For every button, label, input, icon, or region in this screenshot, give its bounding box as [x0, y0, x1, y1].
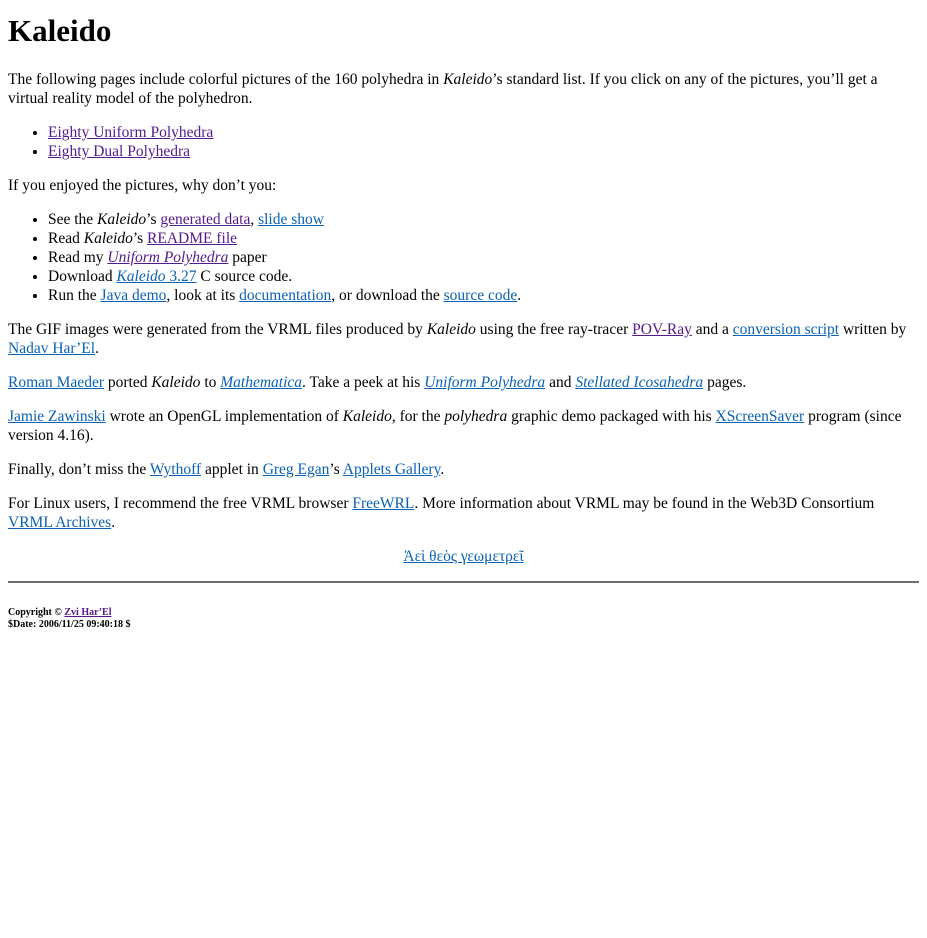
linux-paragraph — [8, 494, 919, 532]
item-text: , or download the — [331, 287, 444, 304]
para-text: . — [440, 461, 445, 478]
para-text: written by — [839, 321, 907, 338]
item-text: Read my — [48, 249, 108, 266]
vrml-archives-link[interactable]: VRML Archives — [8, 514, 112, 531]
item-text: , — [250, 211, 259, 228]
item-text: Read — [48, 230, 84, 247]
intro-paragraph — [8, 70, 919, 108]
dual-polyhedra-link[interactable]: Eighty Dual Polyhedra — [48, 143, 191, 160]
conversion-script-link[interactable]: conversion script — [732, 321, 840, 338]
kaleido-name: Kaleido — [342, 408, 392, 425]
para-text: For Linux users, I recommend the free VRML browser — [8, 495, 353, 512]
list-item — [48, 210, 919, 229]
date-line: $Date: 2006/11/25 09:40:18 $ — [8, 619, 131, 630]
intro-text: The following pages include colorful pictures of the 160 polyhedra in — [8, 71, 444, 88]
para-text: pages. — [703, 374, 747, 391]
nadav-harel-link[interactable]: Nadav Har’El — [8, 340, 96, 357]
para-text: Finally, don’t miss the — [8, 461, 150, 478]
java-demo-link[interactable]: Java demo — [100, 287, 167, 304]
para-text: . — [111, 514, 116, 531]
para-text: . Take a peek at his — [302, 374, 425, 391]
para-text: . More information about VRML may be found in the Web3D Consortium — [414, 495, 875, 512]
list-item — [48, 248, 919, 267]
para-text: to — [200, 374, 221, 391]
mathematica-link[interactable] — [220, 374, 302, 391]
uniform-polyhedra-link[interactable]: Eighty Uniform Polyhedra — [48, 124, 214, 141]
stellated-icosahedra-link[interactable] — [575, 374, 703, 391]
kaleido-name: Kaleido — [97, 211, 147, 228]
item-text: . — [517, 287, 522, 304]
link-text: Mathematica — [220, 374, 303, 391]
item-text: ’s — [146, 211, 161, 228]
wythoff-link[interactable]: Wythoff — [149, 461, 202, 478]
readme-link[interactable]: README file — [147, 230, 238, 247]
item-text: , look at its — [166, 287, 240, 304]
roman-maeder-link[interactable]: Roman Maeder — [8, 374, 104, 391]
para-text: and — [545, 374, 576, 391]
para-text: The GIF images were generated from the VRML files produced by — [8, 321, 427, 338]
list-item — [48, 286, 919, 305]
link-text: Uniform Polyhedra — [424, 374, 546, 391]
list-item — [48, 229, 919, 248]
jamie-zawinski-link[interactable]: Jamie Zawinski — [8, 408, 106, 425]
author-link[interactable]: Zvi Har’El — [64, 607, 112, 618]
item-text: Download — [48, 268, 117, 285]
item-text: Run the — [48, 287, 101, 304]
list-item — [48, 123, 919, 142]
copyright-text: Copyright © — [8, 607, 65, 618]
link-text: Uniform Polyhedra — [107, 249, 229, 266]
intro-text: ’s standard list. If you click on any of the pictures, you’ll get a virtual reality model of the polyhedron. — [8, 71, 878, 107]
xscreensaver-link[interactable]: XScreenSaver — [715, 408, 805, 425]
para-text: and a — [691, 321, 733, 338]
uniform-polyhedra-paper-link[interactable] — [107, 249, 228, 266]
item-text: ’s — [132, 230, 148, 247]
kaleido-name: Kaleido — [151, 374, 201, 391]
link-text: 3.27 — [165, 268, 197, 285]
generated-data-link[interactable]: generated data — [160, 211, 251, 228]
item-text: paper — [228, 249, 267, 266]
maeder-uniform-polyhedra-link[interactable] — [424, 374, 545, 391]
zawinski-paragraph — [8, 407, 919, 445]
polyhedra-term: polyhedra — [444, 408, 508, 425]
list-item — [48, 142, 919, 161]
divider — [8, 581, 919, 583]
maeder-paragraph — [8, 373, 919, 392]
slide-show-link[interactable]: slide show — [258, 211, 324, 228]
para-text: applet in — [201, 461, 263, 478]
copyright-line — [8, 607, 919, 619]
povray-link[interactable]: POV-Ray — [632, 321, 692, 338]
link-text: Stellated Icosahedra — [575, 374, 704, 391]
page-title: Kaleido — [8, 13, 112, 48]
freewrl-link[interactable]: FreeWRL — [352, 495, 415, 512]
para-text: program (since version 4.16). — [8, 408, 902, 444]
actions-list — [8, 210, 919, 305]
para-text: graphic demo packaged with his — [507, 408, 716, 425]
kaleido-name: Kaleido — [443, 71, 493, 88]
applets-gallery-link[interactable]: Applets Gallery — [342, 461, 441, 478]
kaleido-name: Kaleido — [83, 230, 133, 247]
para-text: using the free ray-tracer — [475, 321, 633, 338]
para-text: . — [95, 340, 99, 357]
pages-list — [8, 123, 919, 161]
source-code-link[interactable]: source code — [443, 287, 518, 304]
para-text: ported — [103, 374, 152, 391]
link-text: Kaleido — [116, 268, 166, 285]
gif-paragraph — [8, 320, 919, 358]
item-text: C source code. — [196, 268, 293, 285]
para-text: , for the — [391, 408, 445, 425]
enjoy-text: If you enjoyed the pictures, why don’t you: — [8, 177, 277, 194]
motto-link[interactable]: Ἀεὶ θεὸς γεωμετρεῖ — [403, 548, 524, 565]
greg-egan-link[interactable]: Greg Egan — [262, 461, 330, 478]
footer — [8, 607, 919, 631]
kaleido-download-link[interactable] — [116, 268, 196, 285]
kaleido-name: Kaleido — [426, 321, 476, 338]
para-text: wrote an OpenGL implementation of — [105, 408, 343, 425]
finally-paragraph — [8, 460, 919, 479]
para-text: ’s — [329, 461, 343, 478]
motto-line — [8, 547, 919, 566]
item-text: See the — [48, 211, 98, 228]
documentation-link[interactable]: documentation — [239, 287, 332, 304]
list-item — [48, 267, 919, 286]
